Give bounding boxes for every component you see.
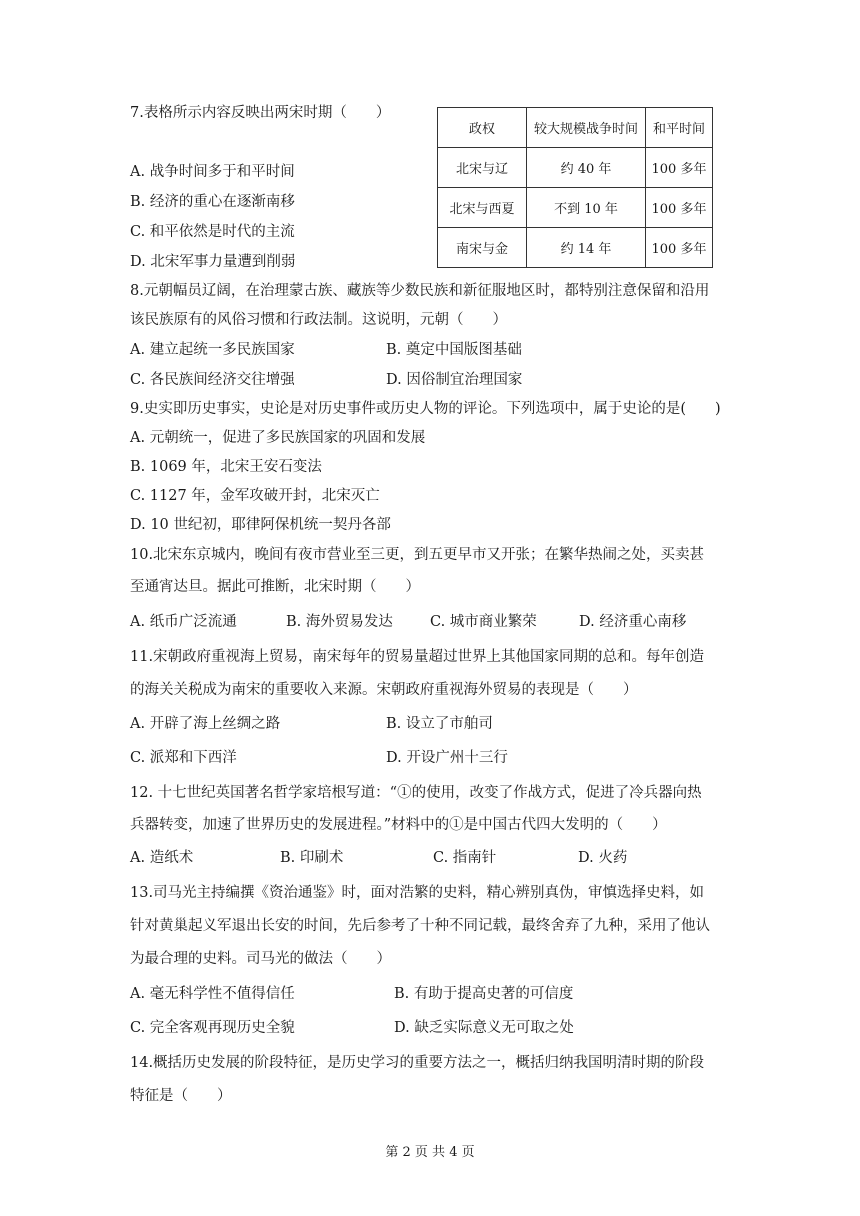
q11-stem-line-2: 的海关关税成为南宋的重要收入来源。宋朝政府重视海外贸易的表现是（ ） bbox=[130, 682, 638, 698]
q8-option-b[interactable]: B. 奠定中国版图基础 bbox=[386, 342, 522, 358]
table-cell: 100 多年 bbox=[646, 148, 713, 188]
q13-stem-line-1: 13.司马光主持编撰《资治通鉴》时，面对浩繁的史料，精心辨别真伪，审慎选择史料，如 bbox=[130, 885, 705, 901]
q13-option-d[interactable]: D. 缺乏实际意义无可取之处 bbox=[394, 1020, 574, 1036]
q8-stem-line-1: 8.元朝幅员辽阔，在治理蒙古族、藏族等少数民族和新征服地区时，都特别注意保留和沿用 bbox=[130, 283, 710, 299]
table-header-row bbox=[438, 108, 713, 148]
q10-option-c[interactable]: C. 城市商业繁荣 bbox=[430, 614, 537, 630]
table-cell: 100 多年 bbox=[646, 228, 713, 268]
table-cell: 北宋与辽 bbox=[438, 148, 527, 188]
q8-option-c[interactable]: C. 各民族间经济交往增强 bbox=[130, 372, 295, 388]
table-cell: 100 多年 bbox=[646, 188, 713, 228]
q13-stem-line-2: 针对黄巢起义军退出长安的时间，先后参考了十种不同记载，最终舍弃了九种，采用了他认 bbox=[130, 918, 710, 934]
q8-option-a[interactable]: A. 建立起统一多民族国家 bbox=[130, 342, 295, 358]
page-number-footer: 第 2 页 共 4 页 bbox=[385, 1145, 475, 1160]
q13-option-c[interactable]: C. 完全客观再现历史全貌 bbox=[130, 1020, 295, 1036]
q11-option-a[interactable]: A. 开辟了海上丝绸之路 bbox=[130, 716, 281, 732]
table-cell: 约 40 年 bbox=[527, 148, 646, 188]
q11-option-d[interactable]: D. 开设广州十三行 bbox=[386, 750, 508, 766]
q13-stem-line-3: 为最合理的史料。司马光的做法（ ） bbox=[130, 951, 391, 967]
q8-option-d[interactable]: D. 因俗制宜治理国家 bbox=[386, 372, 523, 388]
q9-option-a[interactable]: A. 元朝统一，促进了多民族国家的巩固和发展 bbox=[130, 430, 426, 446]
q10-option-d[interactable]: D. 经济重心南移 bbox=[579, 614, 687, 630]
q12-option-a[interactable]: A. 造纸术 bbox=[130, 850, 194, 866]
table-row bbox=[438, 148, 713, 188]
q9-option-c[interactable]: C. 1127 年，金军攻破开封，北宋灭亡 bbox=[130, 488, 380, 504]
q11-option-b[interactable]: B. 设立了市舶司 bbox=[386, 716, 493, 732]
table-row bbox=[438, 188, 713, 228]
q9-option-b[interactable]: B. 1069 年，北宋王安石变法 bbox=[130, 459, 322, 475]
table-row bbox=[438, 228, 713, 268]
q13-option-b[interactable]: B. 有助于提高史著的可信度 bbox=[394, 986, 574, 1002]
q12-option-c[interactable]: C. 指南针 bbox=[433, 850, 497, 866]
q14-stem-line-1: 14.概括历史发展的阶段特征，是历史学习的重要方法之一，概括归纳我国明清时期的阶段 bbox=[130, 1055, 705, 1071]
q9-stem: 9.史实即历史事实，史论是对历史事件或历史人物的评论。下列选项中，属于史论的是( ) bbox=[130, 401, 721, 417]
q14-stem-line-2: 特征是（ ） bbox=[130, 1088, 232, 1104]
table-cell: 约 14 年 bbox=[527, 228, 646, 268]
q11-option-c[interactable]: C. 派郑和下西洋 bbox=[130, 750, 237, 766]
q11-stem-line-1: 11.宋朝政府重视海上贸易，南宋每年的贸易量超过世界上其他国家同期的总和。每年创造 bbox=[130, 649, 705, 665]
q10-option-a[interactable]: A. 纸币广泛流通 bbox=[130, 614, 237, 630]
q10-stem-line-1: 10.北宋东京城内，晚间有夜市营业至三更，到五更早市又开张；在繁华热闹之处，买卖甚 bbox=[130, 547, 705, 563]
table-header-cell: 和平时间 bbox=[646, 108, 713, 148]
q10-option-b[interactable]: B. 海外贸易发达 bbox=[286, 614, 393, 630]
q12-stem-line-1: 12. 十七世纪英国著名哲学家培根写道：“①的使用，改变了作战方式，促进了冷兵器向热 bbox=[130, 785, 702, 801]
q12-stem-line-2: 兵器转变，加速了世界历史的发展进程。”材料中的①是中国古代四大发明的（ ） bbox=[130, 817, 667, 833]
q7-option-d[interactable]: D. 北宋军事力量遭到削弱 bbox=[130, 254, 296, 270]
q13-option-a[interactable]: A. 毫无科学性不值得信任 bbox=[130, 986, 295, 1002]
q9-option-d[interactable]: D. 10 世纪初，耶律阿保机统一契丹各部 bbox=[130, 517, 391, 533]
q7-data-table bbox=[437, 107, 713, 268]
table-header-cell: 政权 bbox=[438, 108, 527, 148]
table-cell: 不到 10 年 bbox=[527, 188, 646, 228]
q10-stem-line-2: 至通宵达旦。据此可推断，北宋时期（ ） bbox=[130, 579, 420, 595]
q7-option-a[interactable]: A. 战争时间多于和平时间 bbox=[130, 164, 295, 180]
table-cell: 北宋与西夏 bbox=[438, 188, 527, 228]
q12-option-b[interactable]: B. 印刷术 bbox=[280, 850, 344, 866]
q7-option-b[interactable]: B. 经济的重心在逐渐南移 bbox=[130, 194, 295, 210]
table-cell: 南宋与金 bbox=[438, 228, 527, 268]
q8-stem-line-2: 该民族原有的风俗习惯和行政法制。这说明，元朝（ ） bbox=[130, 312, 507, 328]
q7-stem: 7.表格所示内容反映出两宋时期（ ） bbox=[130, 105, 391, 121]
q7-option-c[interactable]: C. 和平依然是时代的主流 bbox=[130, 224, 295, 240]
q12-option-d[interactable]: D. 火药 bbox=[578, 850, 628, 866]
table-header-cell: 较大规模战争时间 bbox=[527, 108, 646, 148]
